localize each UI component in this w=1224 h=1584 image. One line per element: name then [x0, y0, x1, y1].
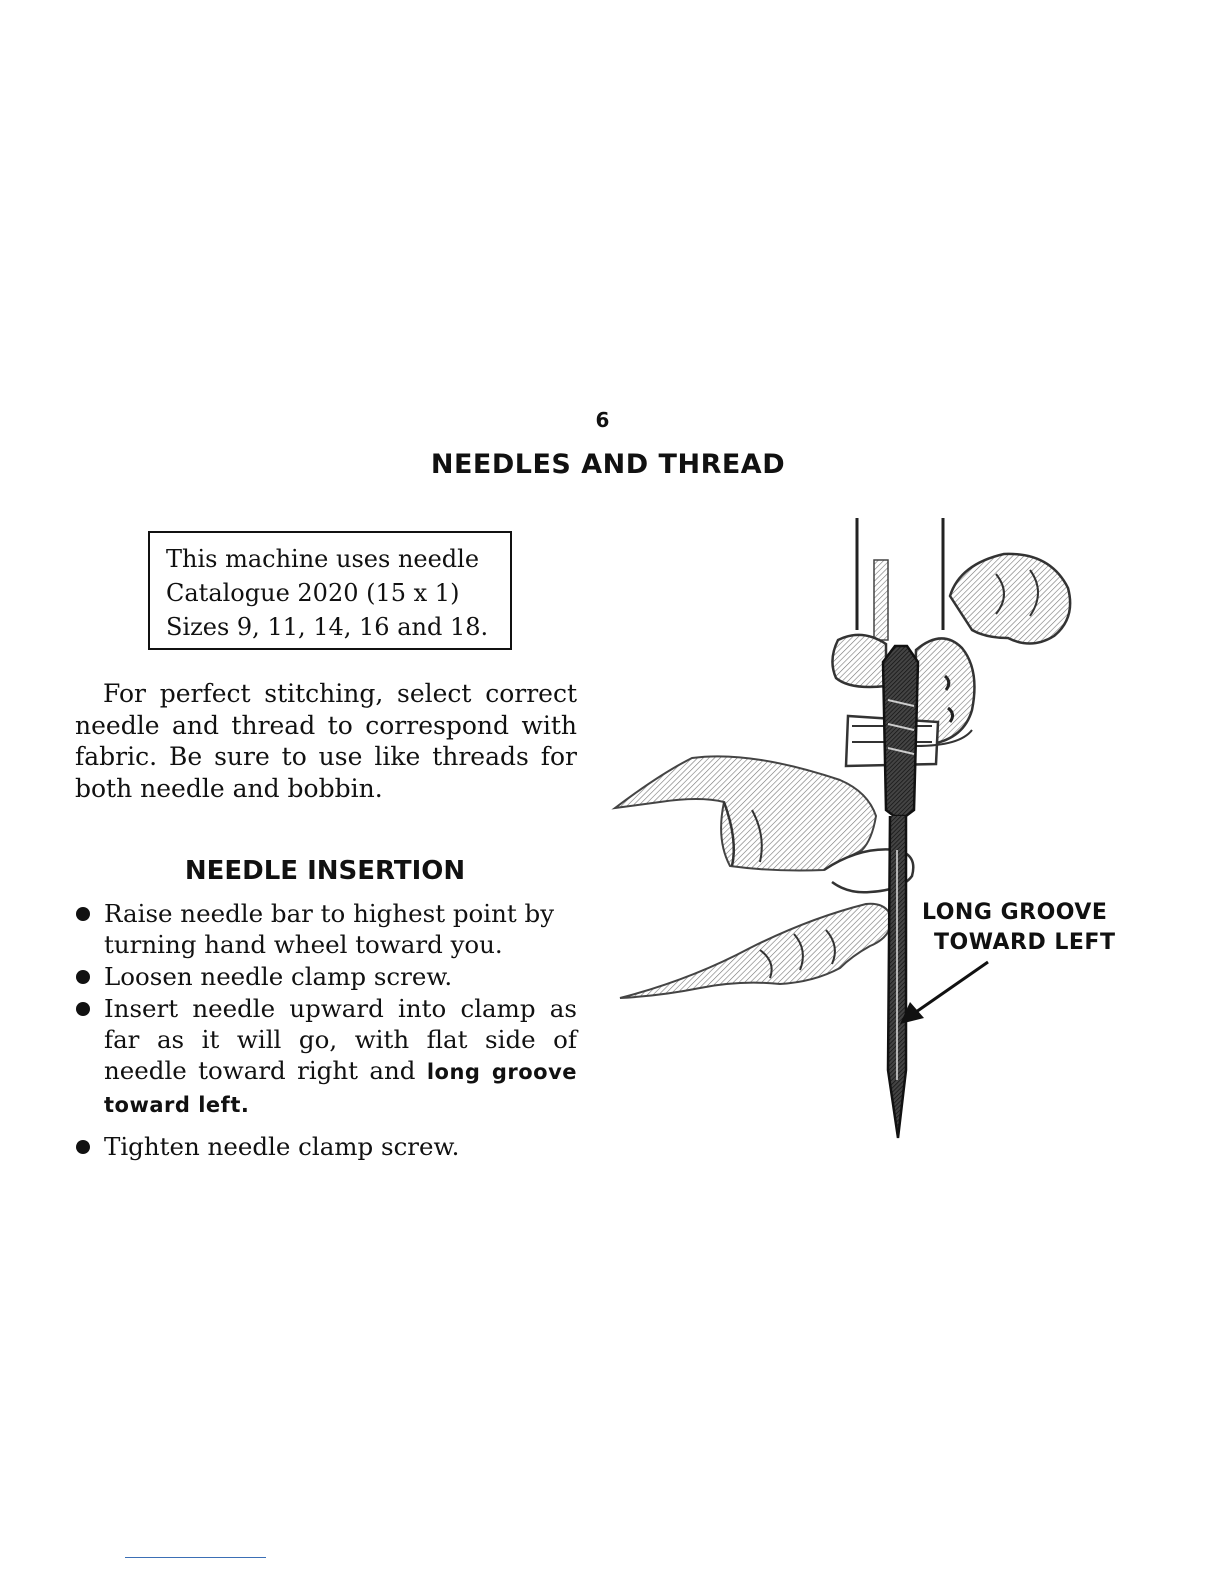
spec-line-3: Sizes 9, 11, 14, 16 and 18.: [166, 613, 489, 641]
list-item: [75, 898, 577, 960]
needle-icon: [883, 646, 918, 1138]
step-bold-text: long groove toward left.: [104, 1060, 578, 1117]
arrow-icon: [900, 962, 988, 1024]
list-item: [75, 993, 577, 1121]
needle-insertion-heading: NEEDLE INSERTION: [184, 856, 466, 886]
hand-icon: [615, 756, 913, 998]
needle-spec-box: [148, 531, 512, 650]
bullet-icon: [76, 1140, 90, 1154]
step-text: Tighten needle clamp screw.: [104, 1132, 460, 1161]
bullet-icon: [76, 970, 90, 984]
step-text: Raise needle bar to highest point by turning hand wheel toward you.: [104, 899, 555, 959]
bullet-icon: [76, 907, 90, 921]
needle-clamp-icon: [832, 554, 1070, 766]
callout-line-1: LONG GROOVE: [922, 900, 1108, 925]
spec-line-1: This machine uses needle: [166, 545, 480, 573]
needle-insertion-illustration: [600, 510, 1100, 1150]
step-text: Loosen needle clamp screw.: [104, 962, 453, 991]
intro-paragraph: For perfect stitching, select correct needle and thread to correspond with fabric. Be sure to use like threads for both needle and bobbin.: [75, 679, 577, 803]
page-number: 6: [595, 408, 610, 432]
bullet-icon: [76, 1002, 90, 1016]
list-item: [75, 961, 577, 992]
list-item: [75, 1131, 577, 1162]
footer-divider: [125, 1557, 266, 1558]
spec-line-2: Catalogue 2020 (15 x 1): [166, 579, 460, 607]
insertion-steps: [75, 898, 577, 1163]
page-title: NEEDLES AND THREAD: [430, 449, 786, 480]
step-text: Insert needle upward into clamp as far as it will go, with flat side of needle toward right and: [104, 994, 577, 1085]
long-groove-callout: [922, 898, 1115, 958]
needle-bar-icon: [857, 518, 943, 640]
callout-line-2: TOWARD LEFT: [934, 930, 1116, 955]
